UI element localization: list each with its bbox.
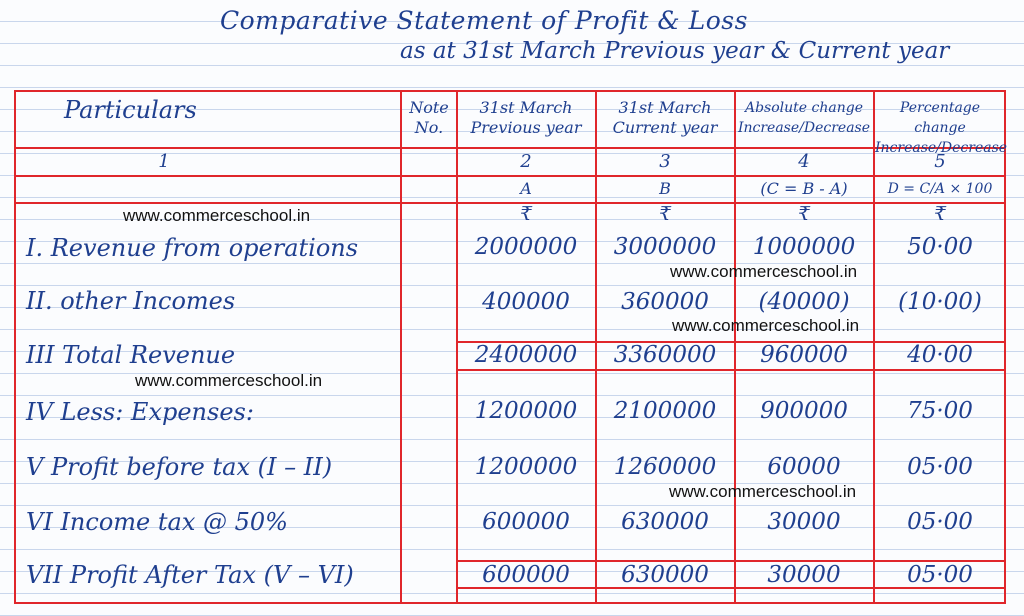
col-number-1: 1 (158, 151, 170, 172)
row-5-label: V Profit before tax (I – II) (26, 453, 333, 481)
header-previous-year: 31st March Previous year (470, 98, 582, 137)
table-border-left (14, 90, 16, 604)
row-1-label: I. Revenue from operations (26, 234, 359, 262)
col-number-3: 3 (659, 151, 671, 172)
prev-column-left (456, 90, 458, 604)
statement-table (14, 90, 1006, 604)
row-2-prev: 400000 (482, 289, 570, 315)
header-percentage-change: Percentage change Increase/Decrease (875, 100, 1008, 156)
row-2-abs: (40000) (758, 289, 850, 315)
watermark-4: www.commerceschool.in (135, 371, 323, 390)
col-letter-d: D = C/A × 100 (887, 181, 993, 197)
col-letter-a: A (520, 179, 532, 198)
total-line-bottom (456, 369, 1006, 371)
row-2-curr: 360000 (621, 289, 709, 315)
row-5-prev: 1200000 (474, 454, 578, 480)
row-6-curr: 630000 (621, 509, 709, 535)
row-6-abs: 30000 (767, 509, 841, 535)
col-number-4: 4 (798, 151, 810, 172)
row-1-prev: 2000000 (474, 234, 578, 260)
row-5-pct: 05·00 (907, 454, 973, 480)
row-3-label: III Total Revenue (26, 341, 236, 369)
row-7-abs: 30000 (767, 562, 841, 588)
currency-pct: ₹ (933, 203, 947, 225)
header-particulars: Particulars (64, 96, 197, 124)
col-number-2: 2 (520, 151, 532, 172)
row-7-prev: 600000 (482, 562, 570, 588)
row-5-curr: 1260000 (613, 454, 717, 480)
row-6-pct: 05·00 (907, 509, 973, 535)
row-4-pct: 75·00 (907, 398, 973, 424)
row-7-curr: 630000 (621, 562, 709, 588)
curr-column-left (595, 90, 597, 604)
row-3-curr: 3360000 (613, 342, 717, 368)
row-4-prev: 1200000 (474, 398, 578, 424)
row-4-abs: 900000 (760, 398, 848, 424)
row-1-curr: 3000000 (613, 234, 717, 260)
watermark-1: www.commerceschool.in (123, 206, 311, 225)
row-1-abs: 1000000 (752, 234, 856, 260)
col-letter-c: (C = B - A) (760, 179, 848, 198)
row-1-pct: 50·00 (907, 234, 973, 260)
col-letter-b: B (659, 179, 671, 198)
currency-abs: ₹ (797, 203, 811, 225)
table-border-top (14, 90, 1006, 92)
row-3-prev: 2400000 (474, 342, 578, 368)
currency-prev: ₹ (519, 203, 533, 225)
note-column-left (400, 90, 402, 604)
page-subtitle: as at 31st March Previous year & Current year (400, 38, 950, 64)
row-4-label: IV Less: Expenses: (26, 398, 254, 426)
header-note: Note No. (409, 98, 449, 137)
row-3-abs: 960000 (760, 342, 848, 368)
col-number-5: 5 (934, 151, 946, 172)
row-2-pct: (10·00) (898, 289, 982, 315)
header-absolute-change: Absolute change Increase/Decrease (737, 100, 871, 136)
page-title: Comparative Statement of Profit & Loss (220, 6, 748, 35)
row-6-prev: 600000 (482, 509, 570, 535)
row-7-label: VII Profit After Tax (V – VI) (26, 561, 354, 589)
header-current-year: 31st March Current year (612, 98, 718, 137)
row-2-label: II. other Incomes (26, 287, 236, 315)
header-divider (14, 147, 1006, 149)
row-5-abs: 60000 (767, 454, 841, 480)
number-row-divider (14, 175, 1006, 177)
row-3-pct: 40·00 (907, 342, 973, 368)
watermark-2: www.commerceschool.in (670, 262, 858, 281)
row-4-curr: 2100000 (613, 398, 717, 424)
table-border-bottom (14, 602, 1006, 604)
row-7-pct: 05·00 (907, 562, 973, 588)
watermark-3: www.commerceschool.in (672, 316, 860, 335)
row-6-label: VI Income tax @ 50% (26, 508, 288, 536)
watermark-5: www.commerceschool.in (669, 482, 857, 501)
currency-curr: ₹ (658, 203, 672, 225)
